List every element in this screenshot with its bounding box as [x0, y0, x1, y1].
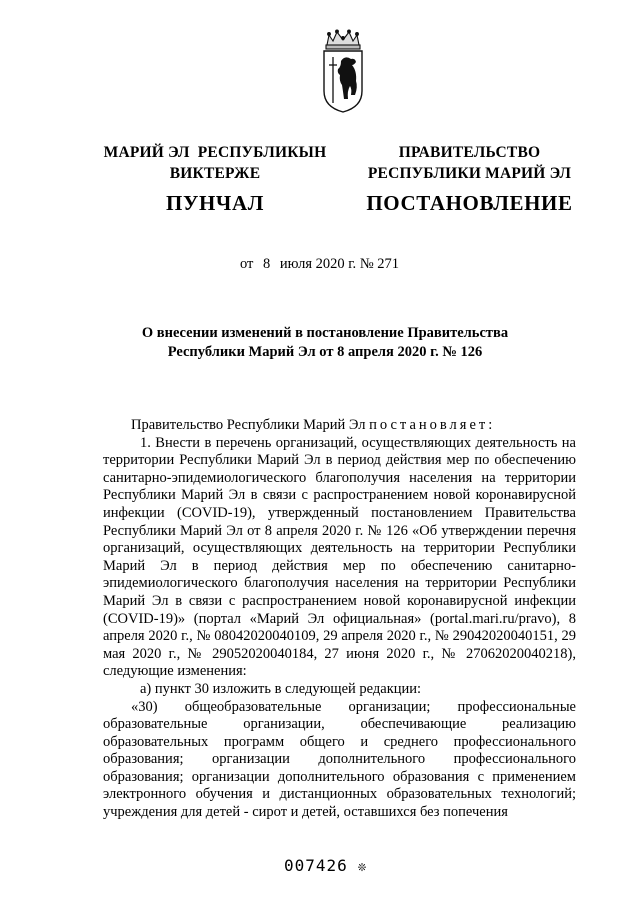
serial-digits: 007426: [284, 856, 348, 875]
title-line1: О внесении изменений в постановление Правительства: [141, 325, 509, 341]
crown-icon: [326, 30, 360, 49]
paragraph-1: 1. Внести в перечень организаций, осуществляющих деятельность на территории Республики Марий Эл в период действия мер по обеспечению санитарно-эпидемиологического благополучия населения на территории Республики Марий Эл в связи с распространением новой коронавирусной инфекции (COVID-19), утвержденный постановлением Правительства Республики Марий Эл от 8 апреля 2020 г. № 126 «Об утверждении перечня организаций, осуществляющих деятельность на территории Республики Марий Эл в период действия мер по обеспечению санитарно-эпидемиологического благополучия населения на территории Республики Марий Эл в связи с распространением новой коронавирусной инфекции (COVID-19)» (портал «Марий Эл официальная» (portal.mari.ru/pravo), 8 апреля 2020 г., № 08042020040109, 29 апреля 2020 г., № 29042020040151, 29 мая 2020 г., № 29052020040184, 27 июня 2020 г., № 27062020040218), следующие изменения:: [103, 434, 576, 680]
header-right-line1: ПРАВИТЕЛЬСТВО: [398, 144, 541, 161]
mari-el-coat-of-arms-icon: [321, 29, 365, 113]
header-left: [95, 142, 335, 218]
document-body: [103, 417, 576, 822]
serial-number: [284, 856, 367, 875]
intro-verb: постановляет:: [369, 417, 496, 433]
title-line2: Республики Марий Эл от 8 апреля 2020 г. № 126: [167, 344, 483, 360]
date-prefix: от: [239, 256, 254, 272]
header-left-line2: ВИКТЕРЖЕ: [169, 165, 261, 182]
header-right: [357, 142, 582, 218]
paragraph-30: «30) общеобразовательные организации; профессиональные образовательные организации, обеспечивающие реализацию образовательных программ общего и среднего профессионального образования; организации дополнительного профессионального образования; организации дополнительного образования с применением электронного обучения и дистанционных образовательных технологий; учреждения для детей - сирот и детей, оставшихся без попечения: [103, 698, 576, 821]
header-right-line2: РЕСПУБЛИКИ МАРИЙ ЭЛ: [367, 165, 572, 182]
date-line: [0, 256, 639, 273]
intro-paragraph: [103, 417, 576, 435]
paragraph-a: а) пункт 30 изложить в следующей редакции:: [140, 680, 422, 697]
number-prefix: №: [359, 256, 374, 272]
document-title: [60, 324, 590, 362]
ornament-icon: ❊: [357, 859, 368, 875]
document-number: 271: [377, 256, 400, 272]
header-right-doc-type: ПОСТАНОВЛЕНИЕ: [366, 191, 573, 215]
date-month-year: июля 2020 г.: [279, 256, 357, 272]
intro-subject: Правительство Республики Марий Эл: [131, 417, 366, 433]
header-left-doc-type: ПУНЧАЛ: [166, 191, 264, 215]
header-left-line1: МАРИЙ ЭЛ РЕСПУБЛИКЫН: [103, 144, 327, 161]
date-day: 8: [262, 256, 271, 272]
